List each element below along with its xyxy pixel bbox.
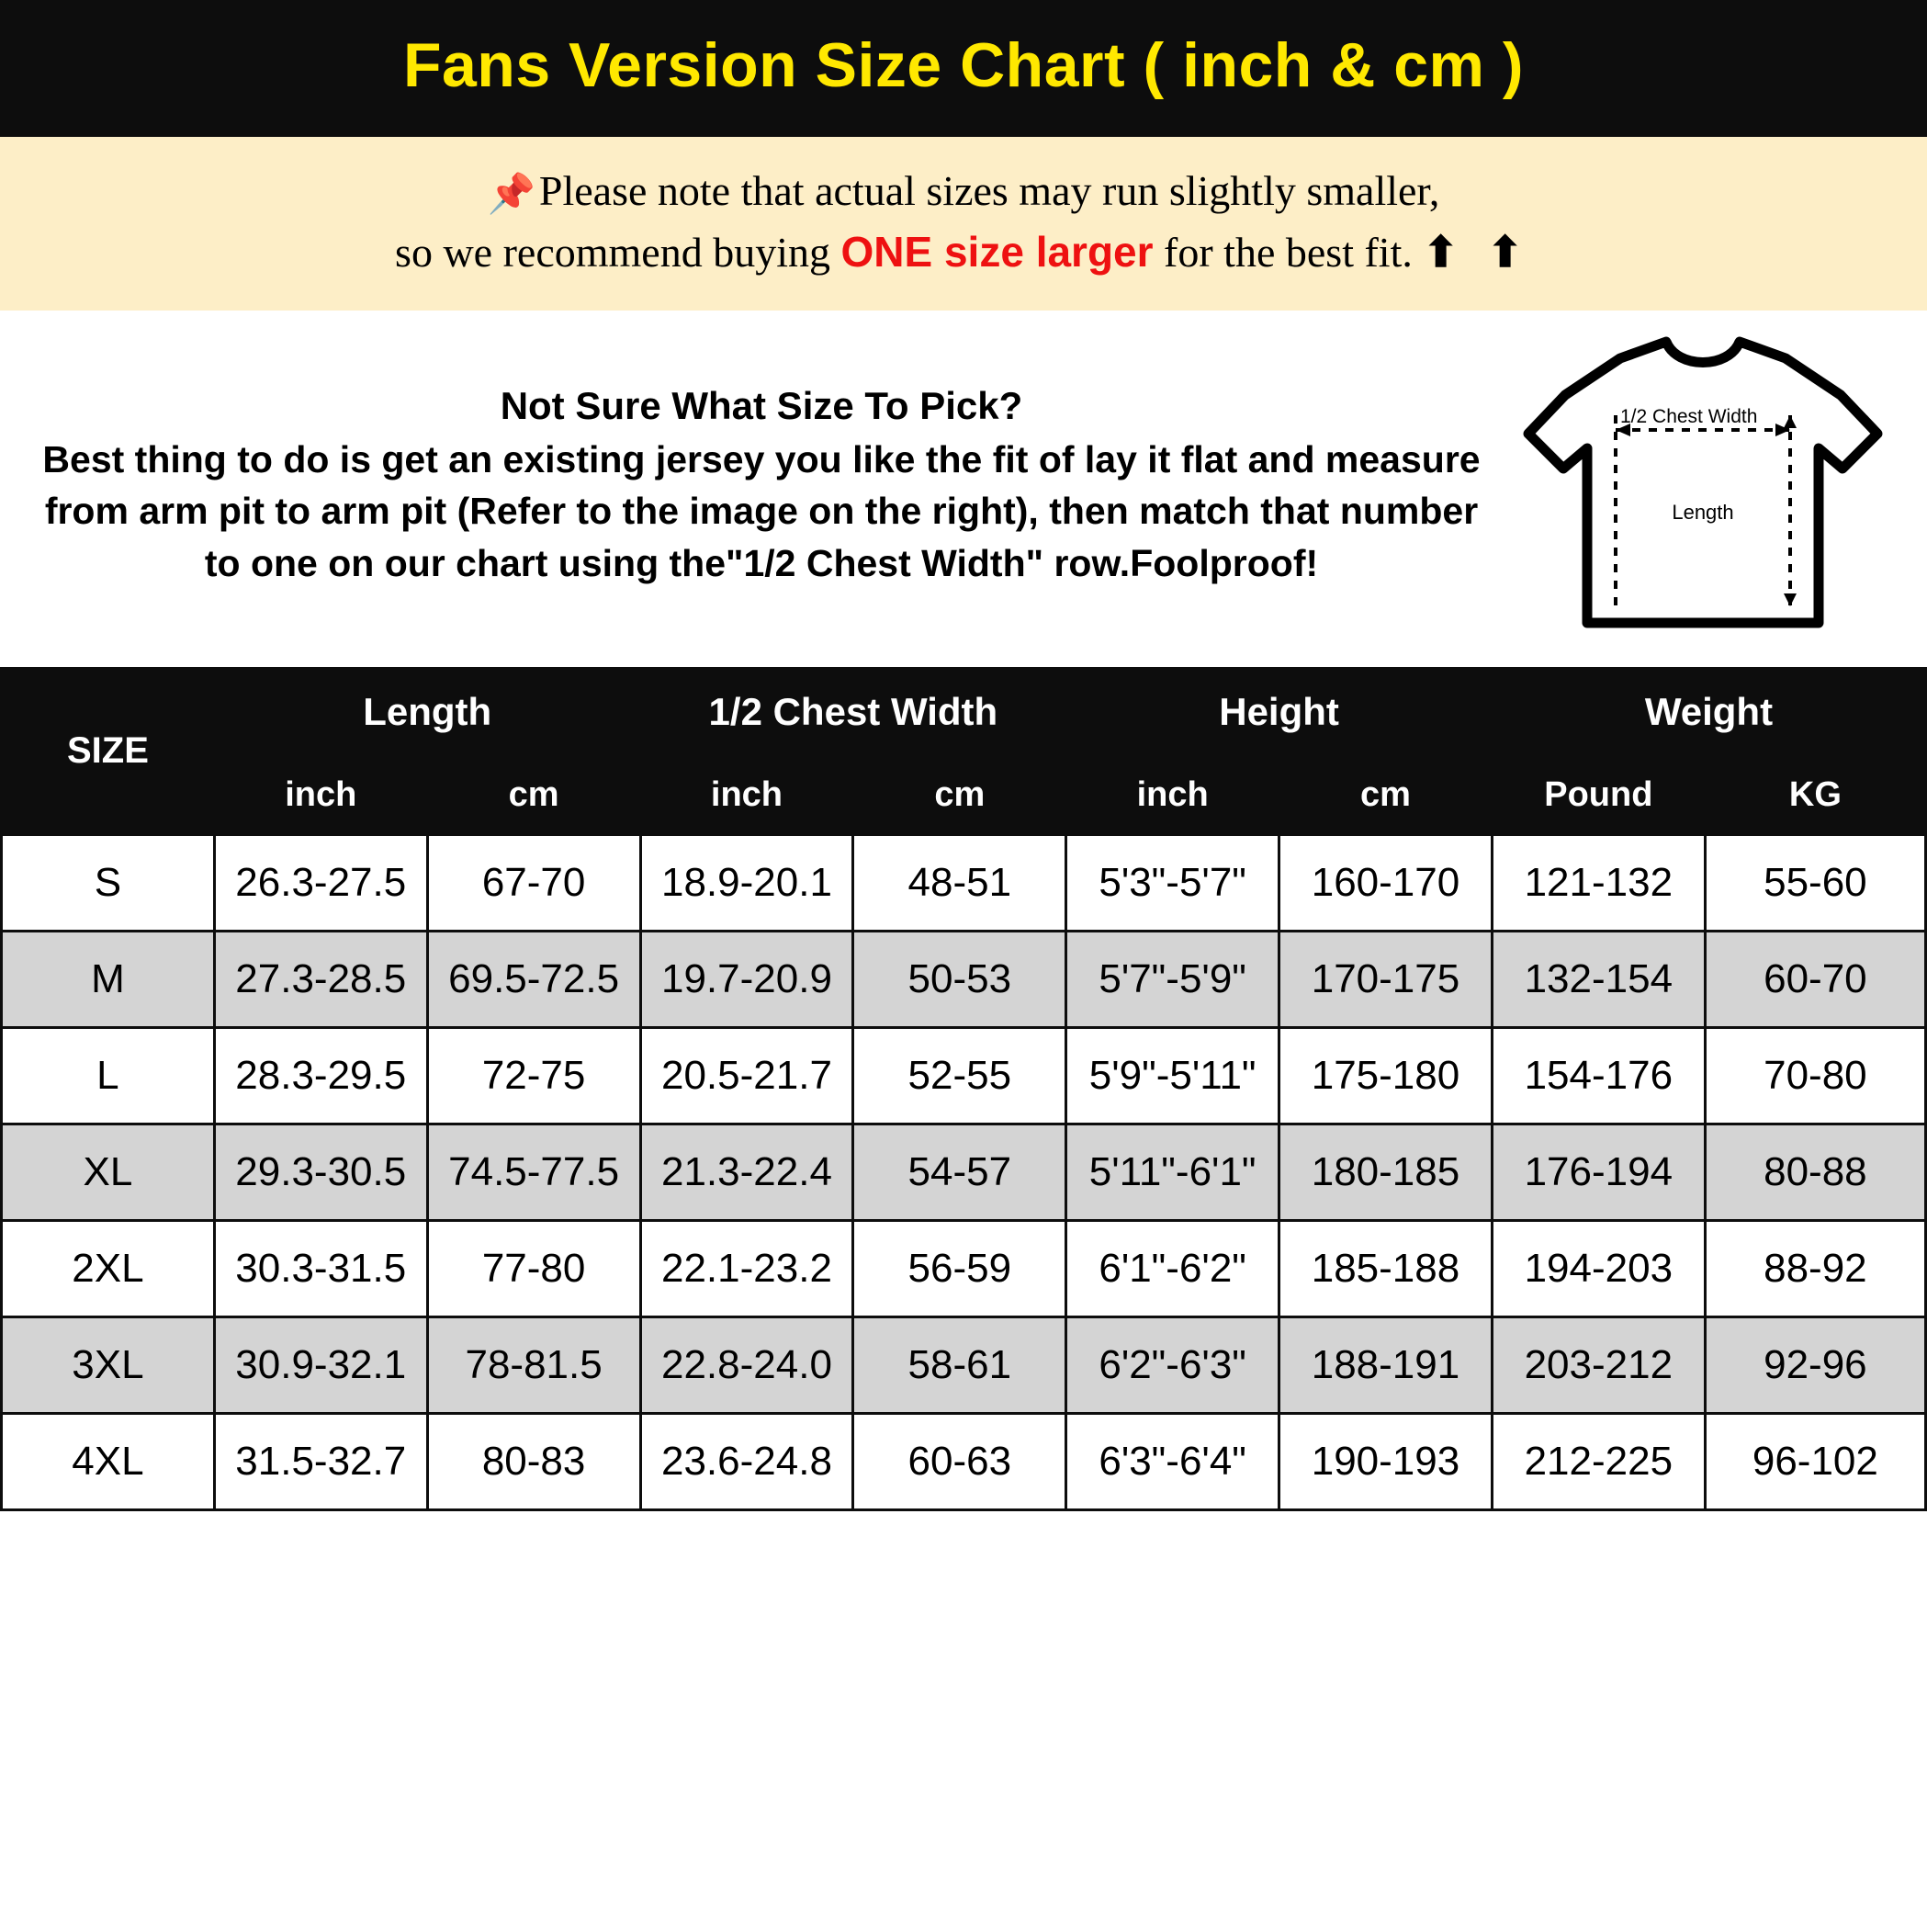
cell-length-cm: 74.5-77.5 <box>427 1124 640 1220</box>
cell-weight-pound: 176-194 <box>1492 1124 1705 1220</box>
header-unit-chest-inch: inch <box>640 755 853 834</box>
cell-size: XL <box>2 1124 215 1220</box>
help-body: Best thing to do is get an existing jersey you like the fit of lay it flat and measure from arm pit to arm pit (Refer to the image on the right), then match that number to one on our chart using the"1/2 Chest Width" row.Foolproof! <box>42 437 1481 585</box>
cell-length-inch: 30.3-31.5 <box>214 1220 427 1316</box>
cell-length-inch: 30.9-32.1 <box>214 1316 427 1413</box>
cell-length-cm: 69.5-72.5 <box>427 931 640 1027</box>
header-unit-height-cm: cm <box>1279 755 1493 834</box>
header-unit-chest-cm: cm <box>853 755 1066 834</box>
cell-length-inch: 29.3-30.5 <box>214 1124 427 1220</box>
cell-weight-kg: 60-70 <box>1705 931 1925 1027</box>
cell-weight-kg: 70-80 <box>1705 1027 1925 1124</box>
note-text-2-after: for the best fit. <box>1153 229 1424 277</box>
page-title: Fans Version Size Chart ( inch & cm ) <box>402 30 1525 100</box>
cell-length-inch: 27.3-28.5 <box>214 931 427 1027</box>
cell-weight-kg: 55-60 <box>1705 834 1925 931</box>
header-group-height: Height <box>1066 668 1493 755</box>
length-label: Length <box>1672 500 1734 524</box>
table-row <box>2 1413 1926 1509</box>
note-line-2 <box>37 222 1890 282</box>
cell-chest-inch: 22.1-23.2 <box>640 1220 853 1316</box>
header-unit-height-inch: inch <box>1066 755 1279 834</box>
note-text-1: Please note that actual sizes may run slightly smaller, <box>538 166 1440 214</box>
table-body <box>2 834 1926 1509</box>
note-band <box>0 137 1927 311</box>
up-arrows-icon: ⬆ ⬆ <box>1423 229 1532 277</box>
cell-chest-cm: 54-57 <box>853 1124 1066 1220</box>
cell-length-cm: 80-83 <box>427 1413 640 1509</box>
title-bar <box>0 0 1927 137</box>
header-group-weight: Weight <box>1492 668 1925 755</box>
cell-chest-cm: 58-61 <box>853 1316 1066 1413</box>
cell-weight-pound: 132-154 <box>1492 931 1705 1027</box>
cell-chest-cm: 52-55 <box>853 1027 1066 1124</box>
header-size: SIZE <box>2 668 215 834</box>
cell-length-cm: 77-80 <box>427 1220 640 1316</box>
cell-height-inch: 5'7"-5'9" <box>1066 931 1279 1027</box>
cell-chest-cm: 48-51 <box>853 834 1066 931</box>
cell-weight-pound: 203-212 <box>1492 1316 1705 1413</box>
cell-length-inch: 28.3-29.5 <box>214 1027 427 1124</box>
help-text-block <box>22 384 1501 590</box>
cell-height-inch: 5'3"-5'7" <box>1066 834 1279 931</box>
table-row <box>2 931 1926 1027</box>
cell-weight-pound: 194-203 <box>1492 1220 1705 1316</box>
table-row <box>2 1316 1926 1413</box>
cell-height-cm: 170-175 <box>1279 931 1493 1027</box>
header-group-length: Length <box>214 668 640 755</box>
cell-chest-cm: 60-63 <box>853 1413 1066 1509</box>
cell-size: L <box>2 1027 215 1124</box>
header-unit-weight-pound: Pound <box>1492 755 1705 834</box>
cell-chest-inch: 22.8-24.0 <box>640 1316 853 1413</box>
table-head <box>2 668 1926 834</box>
cell-chest-inch: 18.9-20.1 <box>640 834 853 931</box>
cell-size: 2XL <box>2 1220 215 1316</box>
cell-weight-kg: 88-92 <box>1705 1220 1925 1316</box>
header-unit-length-cm: cm <box>427 755 640 834</box>
cell-height-cm: 175-180 <box>1279 1027 1493 1124</box>
cell-chest-cm: 50-53 <box>853 931 1066 1027</box>
header-unit-length-inch: inch <box>214 755 427 834</box>
header-group-chest-width: 1/2 Chest Width <box>640 668 1066 755</box>
tshirt-diagram <box>1501 331 1905 643</box>
help-section <box>0 311 1927 667</box>
pin-icon: 📌 <box>487 173 535 216</box>
cell-height-cm: 190-193 <box>1279 1413 1493 1509</box>
table-row <box>2 1027 1926 1124</box>
cell-height-inch: 5'9"-5'11" <box>1066 1027 1279 1124</box>
cell-size: M <box>2 931 215 1027</box>
cell-height-cm: 185-188 <box>1279 1220 1493 1316</box>
cell-height-cm: 180-185 <box>1279 1124 1493 1220</box>
cell-height-cm: 188-191 <box>1279 1316 1493 1413</box>
cell-length-cm: 72-75 <box>427 1027 640 1124</box>
cell-chest-cm: 56-59 <box>853 1220 1066 1316</box>
note-line-1 <box>37 161 1890 223</box>
cell-size: 4XL <box>2 1413 215 1509</box>
cell-weight-kg: 80-88 <box>1705 1124 1925 1220</box>
cell-size: 3XL <box>2 1316 215 1413</box>
table-header-row-units <box>2 755 1926 834</box>
cell-length-inch: 31.5-32.7 <box>214 1413 427 1509</box>
cell-chest-inch: 19.7-20.9 <box>640 931 853 1027</box>
note-emphasis: ONE size larger <box>840 228 1154 277</box>
cell-chest-inch: 21.3-22.4 <box>640 1124 853 1220</box>
table-row <box>2 1220 1926 1316</box>
help-heading: Not Sure What Size To Pick? <box>500 383 1023 427</box>
cell-chest-inch: 23.6-24.8 <box>640 1413 853 1509</box>
cell-height-inch: 5'11"-6'1" <box>1066 1124 1279 1220</box>
cell-weight-kg: 96-102 <box>1705 1413 1925 1509</box>
tshirt-icon <box>1510 331 1896 643</box>
table-row <box>2 834 1926 931</box>
cell-height-inch: 6'2"-6'3" <box>1066 1316 1279 1413</box>
cell-weight-pound: 212-225 <box>1492 1413 1705 1509</box>
cell-weight-pound: 154-176 <box>1492 1027 1705 1124</box>
cell-height-inch: 6'1"-6'2" <box>1066 1220 1279 1316</box>
size-chart-table <box>0 667 1927 1511</box>
cell-weight-kg: 92-96 <box>1705 1316 1925 1413</box>
cell-length-cm: 78-81.5 <box>427 1316 640 1413</box>
table-header-row-groups <box>2 668 1926 755</box>
cell-length-cm: 67-70 <box>427 834 640 931</box>
chest-width-label: 1/2 Chest Width <box>1620 405 1758 427</box>
cell-height-inch: 6'3"-6'4" <box>1066 1413 1279 1509</box>
cell-chest-inch: 20.5-21.7 <box>640 1027 853 1124</box>
note-text-2-before: so we recommend buying <box>395 229 841 277</box>
header-unit-weight-kg: KG <box>1705 755 1925 834</box>
cell-length-inch: 26.3-27.5 <box>214 834 427 931</box>
cell-height-cm: 160-170 <box>1279 834 1493 931</box>
cell-size: S <box>2 834 215 931</box>
cell-weight-pound: 121-132 <box>1492 834 1705 931</box>
table-row <box>2 1124 1926 1220</box>
